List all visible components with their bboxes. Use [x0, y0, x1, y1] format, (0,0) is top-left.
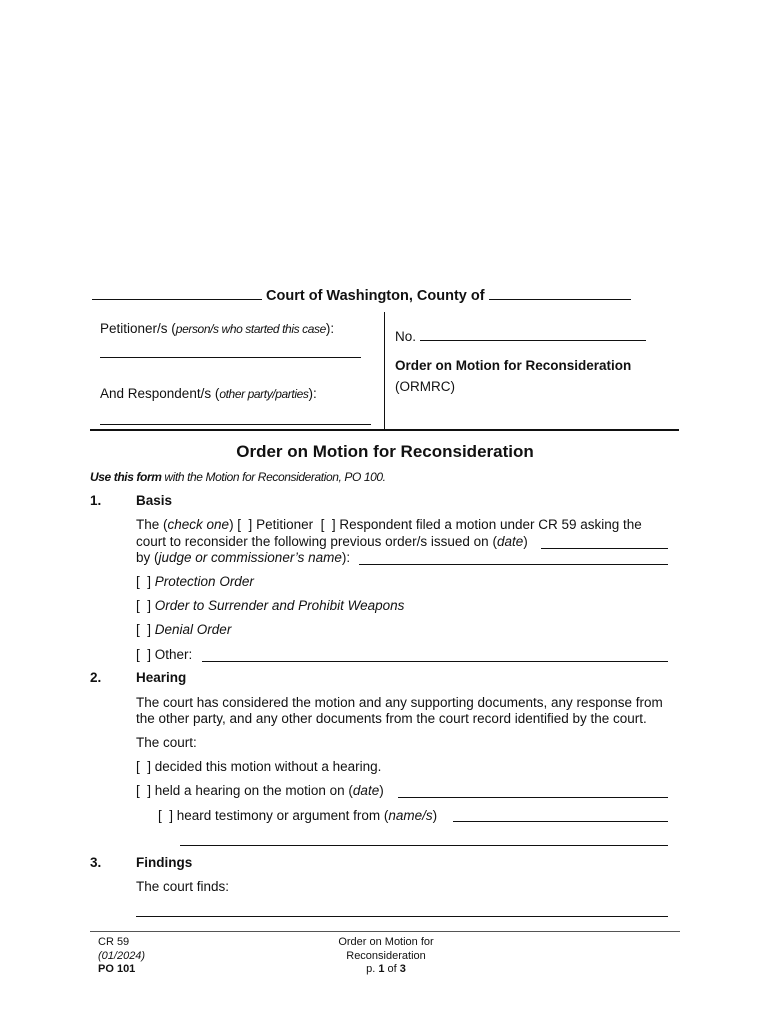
basis-line-1: The (check one) [ ] Petitioner [ ] Respondent filed a motion under CR 59 asking the [136, 517, 642, 532]
footer-left [98, 936, 145, 977]
judge-name-line[interactable] [359, 564, 668, 565]
petitioner-label: Petitioner/s (person/s who started this case): [100, 321, 335, 336]
other-order-line[interactable] [202, 661, 668, 662]
footer-rule-cite: CR 59 [98, 936, 130, 948]
petitioner-name-line[interactable] [100, 357, 361, 358]
testimony-names-line-2[interactable] [180, 845, 668, 846]
court-finds-label: The court finds: [136, 879, 230, 894]
form-code: (ORMRC) [395, 379, 455, 394]
respondent-name-line[interactable] [100, 424, 371, 425]
section-2-title: Hearing [136, 670, 187, 685]
basis-line-2: court to reconsider the following previous order/s issued on (date) [136, 534, 528, 549]
footer-rule [90, 931, 680, 932]
option-other[interactable]: [ ] Other: [136, 647, 193, 662]
case-number-blank[interactable] [420, 340, 646, 341]
court-header [92, 288, 631, 304]
court-header-text: Court of Washington, County of [266, 288, 485, 304]
respondent-label: And Respondent/s (other party/parties): [100, 386, 317, 401]
the-court-label: The court: [136, 735, 197, 750]
option-no-hearing[interactable]: [ ] decided this motion without a hearing. [136, 759, 382, 774]
order-date-line[interactable] [541, 548, 668, 549]
footer-date: (01/2024) [98, 949, 146, 962]
use-note: Use this form with the Motion for Reconsideration, PO 100. [90, 470, 386, 484]
testimony-names-line-1[interactable] [453, 821, 668, 822]
form-title-right: Order on Motion for Reconsideration [395, 358, 632, 373]
option-surrender-weapons[interactable]: [ ] Order to Surrender and Prohibit Weapons [136, 598, 405, 613]
hearing-date-line[interactable] [398, 797, 668, 798]
option-held-hearing[interactable]: [ ] held a hearing on the motion on (date) [136, 783, 384, 798]
basis-line-3: by (judge or commissioner’s name): [136, 550, 351, 565]
footer-title-1: Order on Motion for [338, 936, 434, 948]
court-name-blank[interactable] [92, 299, 262, 300]
case-number: No. [395, 329, 646, 344]
county-blank[interactable] [489, 299, 631, 300]
option-protection-order[interactable]: [ ] Protection Order [136, 574, 254, 589]
hearing-para-line-2: the other party, and any other documents from the court record identified by the court. [136, 711, 647, 726]
caption-divider [384, 312, 385, 430]
section-3-number: 3. [90, 855, 102, 870]
option-denial-order[interactable]: [ ] Denial Order [136, 622, 232, 637]
section-3-title: Findings [136, 855, 193, 870]
section-2-number: 2. [90, 670, 102, 685]
option-heard-testimony[interactable]: [ ] heard testimony or argument from (name/s) [158, 808, 438, 823]
footer-title-2: Reconsideration [346, 949, 426, 962]
footer-page: p. 1 of 3 [366, 963, 406, 975]
footer-form-id: PO 101 [98, 963, 136, 975]
section-1-title: Basis [136, 493, 173, 508]
caption-bottom-rule [90, 429, 679, 431]
footer-center [286, 936, 486, 977]
section-1-number: 1. [90, 493, 102, 508]
main-title: Order on Motion for Reconsideration [236, 442, 534, 461]
hearing-para-line-1: The court has considered the motion and any supporting documents, any response from [136, 695, 663, 710]
findings-line[interactable] [136, 916, 668, 917]
